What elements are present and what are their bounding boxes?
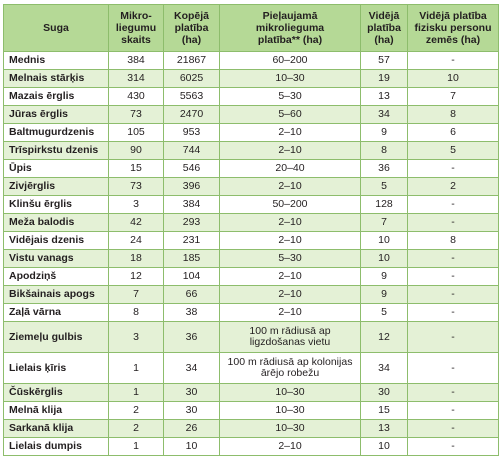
cell-allowed-area: 10–30 (220, 402, 361, 420)
cell-total-area: 293 (164, 214, 220, 232)
cell-total-area: 26 (164, 420, 220, 438)
cell-average-area: 9 (361, 268, 408, 286)
cell-average-area: 12 (361, 322, 408, 353)
cell-total-area: 104 (164, 268, 220, 286)
header-col-total-area: Kopējā platība (ha) (164, 5, 220, 52)
cell-average-area: 10 (361, 438, 408, 456)
cell-microreserve-count: 8 (109, 304, 164, 322)
table-row (4, 402, 499, 420)
cell-species-name: Zivjērglis (4, 178, 109, 196)
header-col-average-area: Vidējā platība (ha) (361, 5, 408, 52)
table-row (4, 268, 499, 286)
cell-allowed-area: 10–30 (220, 70, 361, 88)
cell-microreserve-count: 1 (109, 438, 164, 456)
table-row (4, 438, 499, 456)
cell-total-area: 10 (164, 438, 220, 456)
cell-average-area: 5 (361, 178, 408, 196)
table-row (4, 286, 499, 304)
cell-allowed-area: 2–10 (220, 438, 361, 456)
cell-total-area: 34 (164, 353, 220, 384)
cell-microreserve-count: 314 (109, 70, 164, 88)
cell-average-area: 10 (361, 250, 408, 268)
cell-average-area-private: 8 (408, 106, 499, 124)
table-row (4, 214, 499, 232)
cell-average-area: 128 (361, 196, 408, 214)
cell-average-area-private: 10 (408, 70, 499, 88)
table-row (4, 178, 499, 196)
cell-total-area: 30 (164, 402, 220, 420)
cell-species-name: Mednis (4, 52, 109, 70)
cell-allowed-area: 2–10 (220, 286, 361, 304)
header-col-allowed-area: Pieļaujamā mikrolieguma platība** (ha) (220, 5, 361, 52)
cell-species-name: Melnā klija (4, 402, 109, 420)
cell-species-name: Bikšainais apogs (4, 286, 109, 304)
cell-average-area: 10 (361, 232, 408, 250)
cell-allowed-area: 10–30 (220, 384, 361, 402)
cell-total-area: 231 (164, 232, 220, 250)
cell-species-name: Apodziņš (4, 268, 109, 286)
cell-total-area: 2470 (164, 106, 220, 124)
table-row (4, 124, 499, 142)
table-row (4, 70, 499, 88)
cell-total-area: 384 (164, 196, 220, 214)
cell-microreserve-count: 3 (109, 322, 164, 353)
table-header (4, 5, 499, 52)
cell-microreserve-count: 2 (109, 420, 164, 438)
cell-microreserve-count: 18 (109, 250, 164, 268)
cell-total-area: 953 (164, 124, 220, 142)
cell-average-area-private: - (408, 214, 499, 232)
cell-species-name: Mazais ērglis (4, 88, 109, 106)
cell-average-area: 34 (361, 353, 408, 384)
cell-allowed-area: 5–60 (220, 106, 361, 124)
cell-average-area: 19 (361, 70, 408, 88)
cell-species-name: Čūskērglis (4, 384, 109, 402)
cell-species-name: Ūpis (4, 160, 109, 178)
cell-average-area-private: - (408, 438, 499, 456)
cell-microreserve-count: 12 (109, 268, 164, 286)
cell-species-name: Jūras ērglis (4, 106, 109, 124)
cell-microreserve-count: 2 (109, 402, 164, 420)
cell-average-area-private: - (408, 353, 499, 384)
cell-species-name: Meža balodis (4, 214, 109, 232)
cell-average-area: 9 (361, 286, 408, 304)
cell-total-area: 21867 (164, 52, 220, 70)
cell-microreserve-count: 384 (109, 52, 164, 70)
table-row (4, 420, 499, 438)
cell-average-area-private: - (408, 402, 499, 420)
cell-species-name: Vistu vanags (4, 250, 109, 268)
cell-microreserve-count: 15 (109, 160, 164, 178)
cell-species-name: Ziemeļu gulbis (4, 322, 109, 353)
header-col-species: Suga (4, 5, 109, 52)
cell-average-area-private: 6 (408, 124, 499, 142)
cell-average-area: 13 (361, 420, 408, 438)
cell-species-name: Melnais stārķis (4, 70, 109, 88)
table-row (4, 232, 499, 250)
cell-average-area-private: 5 (408, 142, 499, 160)
cell-allowed-area: 10–30 (220, 420, 361, 438)
cell-microreserve-count: 3 (109, 196, 164, 214)
header-col-microreserve-count: Mikro- liegumu skaits (109, 5, 164, 52)
cell-average-area-private: - (408, 196, 499, 214)
cell-allowed-area: 60–200 (220, 52, 361, 70)
table-row (4, 160, 499, 178)
cell-average-area-private: - (408, 304, 499, 322)
cell-allowed-area: 100 m rādiusā ap kolonijas ārējo robežu (220, 353, 361, 384)
cell-microreserve-count: 105 (109, 124, 164, 142)
cell-species-name: Trīspirkstu dzenis (4, 142, 109, 160)
cell-allowed-area: 2–10 (220, 304, 361, 322)
table-row (4, 322, 499, 353)
cell-average-area: 5 (361, 304, 408, 322)
cell-allowed-area: 100 m rādiusā ap ligzdošanas vietu (220, 322, 361, 353)
cell-microreserve-count: 1 (109, 353, 164, 384)
table-row (4, 250, 499, 268)
table-row (4, 304, 499, 322)
cell-average-area-private: - (408, 384, 499, 402)
cell-total-area: 185 (164, 250, 220, 268)
cell-average-area: 30 (361, 384, 408, 402)
cell-total-area: 546 (164, 160, 220, 178)
cell-total-area: 5563 (164, 88, 220, 106)
cell-allowed-area: 2–10 (220, 124, 361, 142)
table-row (4, 52, 499, 70)
cell-average-area-private: - (408, 322, 499, 353)
cell-allowed-area: 2–10 (220, 142, 361, 160)
cell-microreserve-count: 1 (109, 384, 164, 402)
cell-average-area: 8 (361, 142, 408, 160)
cell-allowed-area: 5–30 (220, 88, 361, 106)
cell-average-area: 9 (361, 124, 408, 142)
header-row (4, 5, 499, 52)
cell-average-area-private: 2 (408, 178, 499, 196)
cell-average-area-private: - (408, 420, 499, 438)
cell-average-area-private: - (408, 286, 499, 304)
cell-species-name: Klinšu ērglis (4, 196, 109, 214)
cell-species-name: Sarkanā klija (4, 420, 109, 438)
cell-average-area: 7 (361, 214, 408, 232)
cell-allowed-area: 2–10 (220, 178, 361, 196)
cell-total-area: 36 (164, 322, 220, 353)
table-row (4, 142, 499, 160)
cell-allowed-area: 50–200 (220, 196, 361, 214)
table-row (4, 384, 499, 402)
cell-species-name: Vidējais dzenis (4, 232, 109, 250)
header-col-average-area-private: Vidējā platība fizisku personu zemēs (ha) (408, 5, 499, 52)
cell-average-area-private: - (408, 250, 499, 268)
cell-total-area: 38 (164, 304, 220, 322)
table-body (4, 52, 499, 456)
cell-microreserve-count: 24 (109, 232, 164, 250)
cell-average-area: 34 (361, 106, 408, 124)
cell-total-area: 396 (164, 178, 220, 196)
cell-total-area: 66 (164, 286, 220, 304)
cell-average-area: 36 (361, 160, 408, 178)
cell-microreserve-count: 73 (109, 178, 164, 196)
cell-microreserve-count: 430 (109, 88, 164, 106)
cell-allowed-area: 2–10 (220, 268, 361, 286)
cell-microreserve-count: 7 (109, 286, 164, 304)
cell-average-area-private: - (408, 268, 499, 286)
cell-total-area: 744 (164, 142, 220, 160)
cell-microreserve-count: 90 (109, 142, 164, 160)
cell-average-area-private: - (408, 52, 499, 70)
cell-species-name: Baltmugurdzenis (4, 124, 109, 142)
cell-microreserve-count: 73 (109, 106, 164, 124)
species-table (3, 4, 499, 456)
cell-average-area-private: - (408, 160, 499, 178)
table-row (4, 106, 499, 124)
cell-average-area-private: 8 (408, 232, 499, 250)
table-row (4, 88, 499, 106)
cell-species-name: Zaļā vārna (4, 304, 109, 322)
cell-total-area: 30 (164, 384, 220, 402)
cell-average-area-private: 7 (408, 88, 499, 106)
cell-allowed-area: 5–30 (220, 250, 361, 268)
table-row (4, 196, 499, 214)
cell-average-area: 15 (361, 402, 408, 420)
cell-average-area: 57 (361, 52, 408, 70)
cell-total-area: 6025 (164, 70, 220, 88)
cell-average-area: 13 (361, 88, 408, 106)
cell-allowed-area: 2–10 (220, 232, 361, 250)
cell-species-name: Lielais dumpis (4, 438, 109, 456)
table-row (4, 353, 499, 384)
cell-microreserve-count: 42 (109, 214, 164, 232)
cell-species-name: Lielais ķīris (4, 353, 109, 384)
cell-allowed-area: 2–10 (220, 214, 361, 232)
cell-allowed-area: 20–40 (220, 160, 361, 178)
